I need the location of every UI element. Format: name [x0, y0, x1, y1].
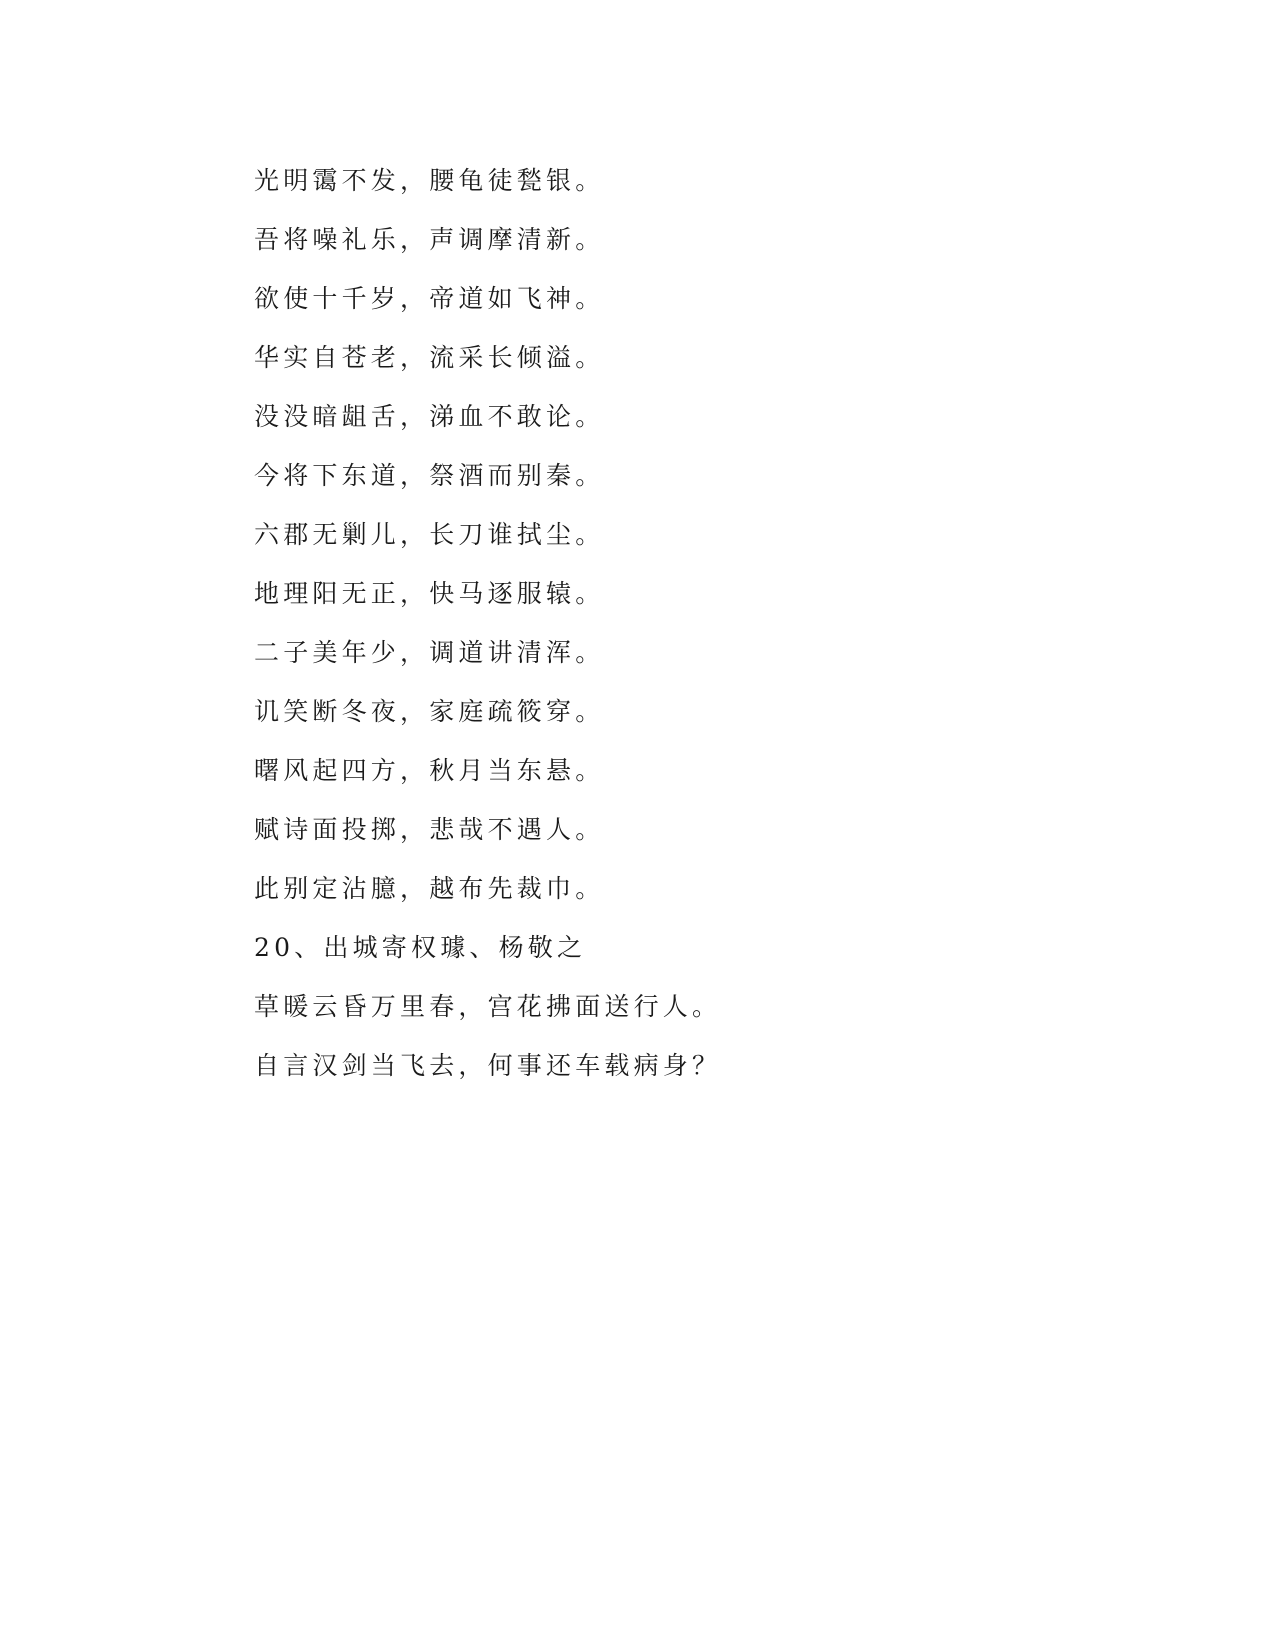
- poem-line: 赋诗面投掷，悲哉不遇人。: [254, 815, 605, 844]
- section-heading: 20、出城寄权璩、杨敬之: [254, 933, 587, 962]
- poem-line: 自言汉剑当飞去，何事还车载病身？: [254, 1051, 722, 1080]
- poem-line: 草暖云昏万里春，宫花拂面送行人。: [254, 992, 722, 1021]
- poem-line: 今将下东道，祭酒而别秦。: [254, 461, 605, 490]
- poem-text-block: [254, 158, 1014, 1102]
- poem-line: 六郡无剿儿，长刀谁拭尘。: [254, 520, 605, 549]
- poem-line: 二子美年少，调道讲清浑。: [254, 638, 605, 667]
- poem-line: 没没暗龃舌，涕血不敢论。: [254, 402, 605, 431]
- poem-line: 吾将噪礼乐，声调摩清新。: [254, 225, 605, 254]
- poem-line: 此别定沾臆，越布先裁巾。: [254, 874, 605, 903]
- poem-line: 华实自苍老，流采长倾溢。: [254, 343, 605, 372]
- poem-line: 地理阳无正，快马逐服辕。: [254, 579, 605, 608]
- poem-line: 欲使十千岁，帝道如飞神。: [254, 284, 605, 313]
- poem-line: 光明霭不发，腰龟徒甃银。: [254, 166, 605, 195]
- poem-line: 曙风起四方，秋月当东悬。: [254, 756, 605, 785]
- poem-line: 讥笑断冬夜，家庭疏筱穿。: [254, 697, 605, 726]
